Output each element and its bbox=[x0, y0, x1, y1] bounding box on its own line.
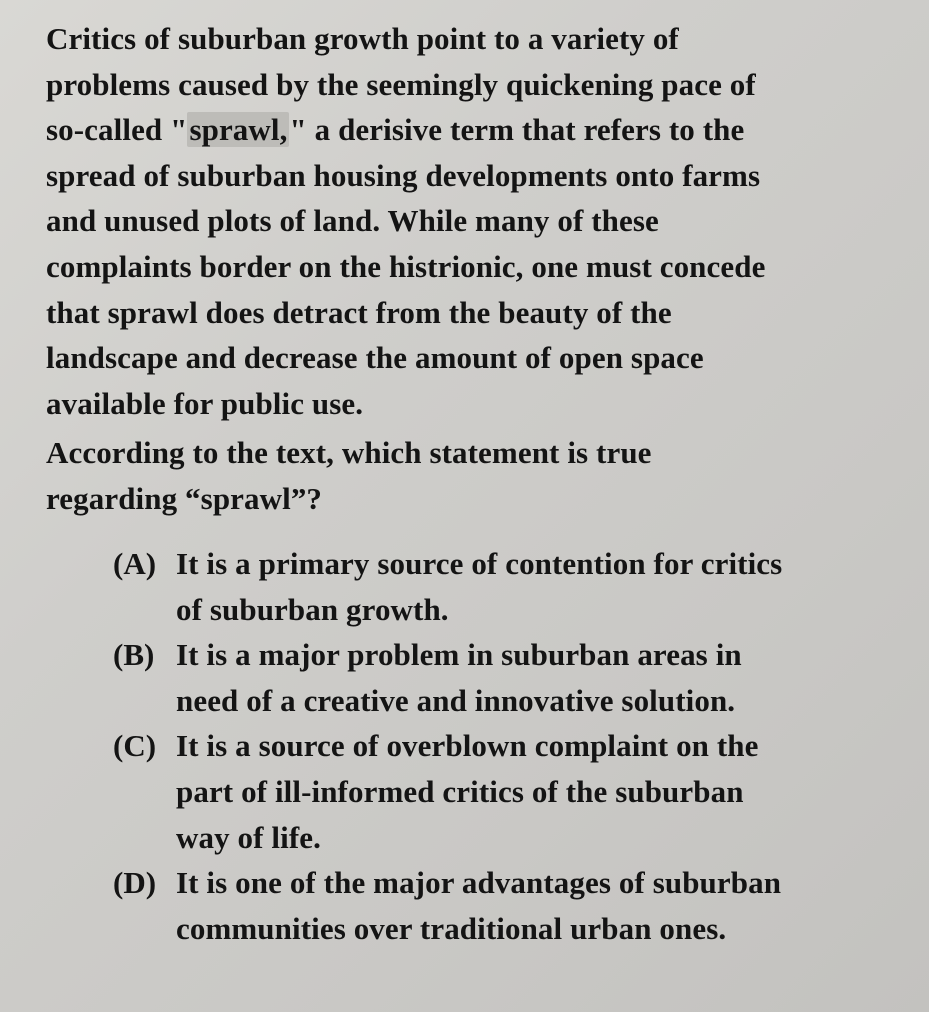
option-line: It is a primary source of contention for critics bbox=[176, 546, 783, 581]
option-text bbox=[176, 723, 913, 860]
passage-line: Critics of suburban growth point to a variety of bbox=[46, 21, 679, 56]
option-letter: (A) bbox=[113, 546, 157, 581]
question-line: According to the text, which statement is true bbox=[46, 435, 652, 470]
answer-option-d[interactable] bbox=[113, 860, 913, 951]
option-line: It is one of the major advantages of suburban bbox=[176, 865, 782, 901]
option-letter: (B) bbox=[113, 637, 155, 673]
option-letter: (D) bbox=[113, 865, 157, 901]
option-letter: (C) bbox=[113, 728, 157, 764]
option-text bbox=[176, 632, 913, 723]
option-line: need of a creative and innovative solution. bbox=[176, 682, 736, 718]
option-line: of suburban growth. bbox=[176, 591, 449, 627]
question-line: regarding “sprawl”? bbox=[46, 480, 323, 516]
passage-line: available for public use. bbox=[46, 385, 364, 421]
option-text bbox=[176, 541, 913, 632]
option-text bbox=[176, 860, 913, 951]
passage-line-part: " a derisive term that refers to the bbox=[289, 112, 745, 148]
answer-options bbox=[113, 541, 913, 951]
option-line: communities over traditional urban ones. bbox=[176, 910, 727, 946]
passage-line: and unused plots of land. While many of these bbox=[46, 203, 659, 239]
passage-line: landscape and decrease the amount of open space bbox=[46, 340, 704, 376]
answer-option-a[interactable] bbox=[113, 541, 913, 632]
option-line: It is a source of overblown complaint on the bbox=[176, 728, 759, 764]
passage-line-part: so-called " bbox=[46, 112, 188, 148]
passage-line: that sprawl does detract from the beauty of the bbox=[46, 294, 672, 330]
passage-text bbox=[46, 16, 906, 426]
highlighted-keyword: sprawl, bbox=[189, 112, 288, 148]
passage-line bbox=[46, 107, 906, 153]
passage-line: complaints border on the histrionic, one must concede bbox=[46, 248, 766, 284]
question-stem bbox=[46, 430, 906, 521]
answer-option-c[interactable] bbox=[113, 723, 913, 860]
answer-option-b[interactable] bbox=[113, 632, 913, 723]
passage-line: spread of suburban housing developments onto farms bbox=[46, 157, 761, 193]
passage-line: problems caused by the seemingly quickening pace of bbox=[46, 66, 756, 102]
option-line: way of life. bbox=[176, 819, 321, 855]
option-line: part of ill-informed critics of the suburban bbox=[176, 773, 744, 809]
option-line: It is a major problem in suburban areas in bbox=[176, 637, 742, 673]
